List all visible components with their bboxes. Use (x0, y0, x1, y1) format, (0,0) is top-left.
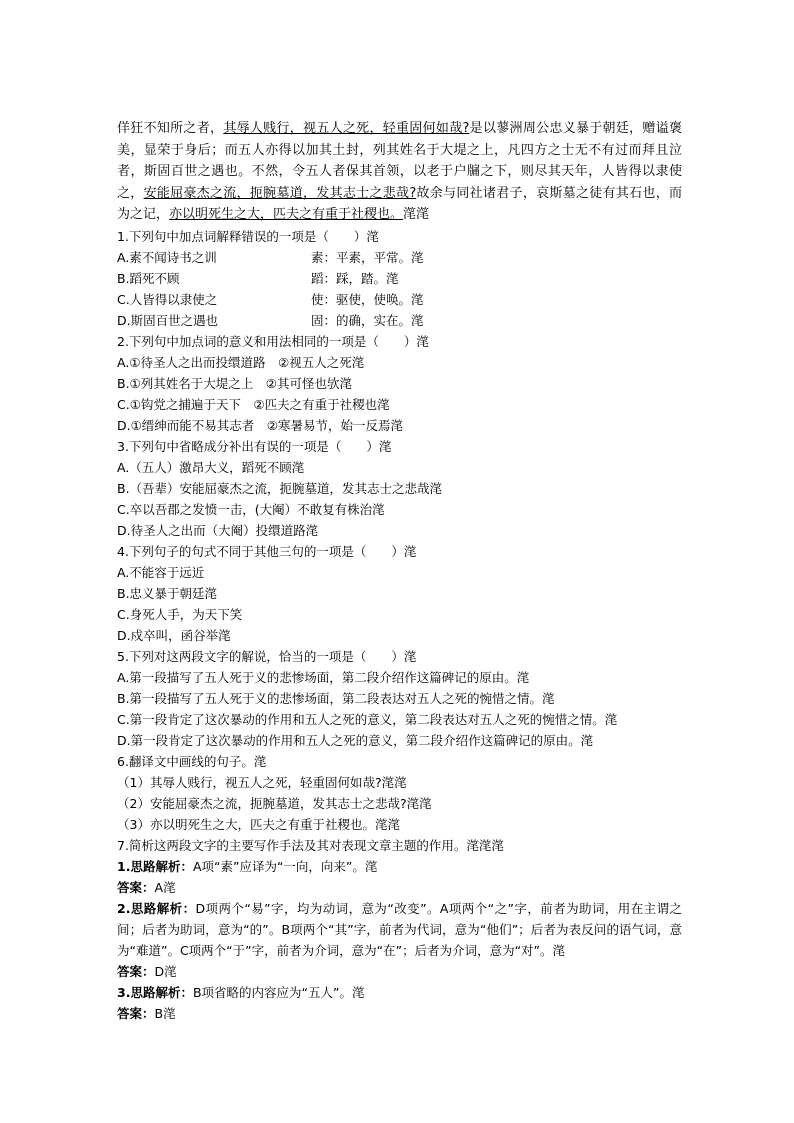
passage-paragraph (117, 118, 682, 226)
explanation-label: 2.思路解析： (117, 900, 196, 916)
passage-text: 滗滗 (403, 207, 430, 223)
question-5-option-d: D.第一段肯定了这次暴动的作用和五人之死的意义，第二段介绍作这篇碑记的原由。滗 (117, 732, 594, 748)
answer-value: A滗 (154, 879, 176, 895)
question-4-option-b: B.忠义暴于朝廷滗 (117, 585, 218, 601)
explanation-text: D项两个“易”字，均为动词，意为“改变”。A项两个“之”字，前者为助词，用在主谓之间；后者为助词，意为“的”。B项两个“其”字，前者为代词，意为“他们”；后者为表反问的语气词，意为“难道”。C项两个“于”字，前者为介词，意为“在”；后者为介词，意为“对”。滗 (117, 900, 682, 958)
underlined-sentence-2: 安能屈豪杰之流，扼腕墓道，发其志士之悲哉? (143, 185, 417, 201)
question-2-stem: 2.下列句中加点词的意义和用法相同的一项是（ ）滗 (117, 333, 429, 349)
question-5-stem: 5.下列对这两段文字的解说，恰当的一项是（ ）滗 (117, 648, 417, 664)
question-6-stem: 6.翻译文中画线的句子。滗 (117, 753, 267, 769)
question-4-stem: 4.下列句子的句式不同于其他三句的一项是（ ）滗 (117, 543, 417, 559)
answer-3 (117, 1003, 682, 1024)
underlined-sentence-3: 亦以明死生之大，匹夫之有重于社稷也。 (169, 207, 404, 223)
question-4-option-d: D.戍卒叫，函谷举滗 (117, 627, 231, 643)
question-4-option-a: A.不能容于远近 (117, 564, 205, 580)
answer-1 (117, 877, 682, 898)
question-5-option-c: C.第一段肯定了这次暴动的作用和五人之死的意义，第二段表达对五人之死的惋惜之情。滗 (117, 711, 618, 727)
question-2-option-c: C.①钩党之捕遍于天下 ②匹夫之有重于社稷也滗 (117, 396, 390, 412)
answer-label: 答案： (117, 963, 155, 979)
question-1-option-b: B.蹈死不顾 蹈：踩，踏。滗 (117, 270, 399, 286)
question-5-option-a: A.第一段描写了五人死于义的悲惨场面，第二段介绍作这篇碑记的原由。滗 (117, 669, 530, 685)
explanation-label: 3.思路解析： (117, 984, 193, 1000)
question-6-item-3: （3）亦以明死生之大，匹夫之有重于社稷也。滗滗 (117, 816, 400, 832)
answer-value: B滗 (154, 1005, 176, 1021)
answer-value: D滗 (154, 963, 177, 979)
question-3-option-d: D.待圣人之出而（大阉）投缳道路滗 (117, 522, 319, 538)
answer-label: 答案： (117, 1005, 155, 1021)
question-6-item-1: （1）其辱人贱行，视五人之死，轻重固何如哉?滗滗 (117, 774, 407, 790)
question-2-option-d: D.①缙绅而能不易其志者 ②寒暑易节，始一反焉滗 (117, 417, 404, 433)
explanation-text: B项省略的内容应为“五人”。滗 (192, 984, 365, 1000)
answer-2 (117, 961, 682, 982)
question-7-stem: 7.简析这两段文字的主要写作手法及其对表现文章主题的作用。滗滗滗 (117, 837, 504, 853)
answer-label: 答案： (117, 879, 155, 895)
underlined-sentence-1: 其辱人贱行，视五人之死，轻重固何如哉? (223, 121, 470, 136)
question-4-option-c: C.身死人手，为天下笑 (117, 606, 243, 622)
question-3-stem: 3.下列句中省略成分补出有误的一项是（ ）滗 (117, 438, 392, 454)
question-1-option-d: D.斯固百世之遇也 固：的确，实在。滗 (117, 312, 424, 328)
answer-3-explanation (117, 982, 682, 1003)
answer-1-explanation (117, 856, 682, 877)
question-2-option-a: A.①待圣人之出而投缳道路 ②视五人之死滗 (117, 354, 365, 370)
question-1-option-a: A.素不闻诗书之训 素：平素，平常。滗 (117, 249, 424, 265)
question-5-option-b: B.第一段描写了五人死于义的悲惨场面，第二段表达对五人之死的惋惜之情。滗 (117, 690, 555, 706)
question-2-option-b: B.①列其姓名于大堤之上 ②其可怪也欤滗 (117, 375, 352, 391)
document-page (117, 118, 682, 1024)
question-3-option-a: A.（五人）激昂大义，蹈死不顾滗 (117, 459, 305, 475)
question-3-option-b: B.（吾辈）安能屈豪杰之流，扼腕墓道，发其志士之悲哉滗 (117, 480, 443, 496)
answer-2-explanation (117, 898, 682, 961)
question-1-option-c: C.人皆得以隶使之 使：驱使，使唤。滗 (117, 291, 424, 307)
question-1-stem: 1.下列句中加点词解释错误的一项是（ ）滗 (117, 228, 379, 244)
passage-text: 故余与同社诸君子，哀斯墓之徒有其石也，而为之记， (117, 185, 682, 223)
question-6-item-2: （2）安能屈豪杰之流，扼腕墓道，发其志士之悲哉?滗滗 (117, 795, 432, 811)
question-3-option-c: C.卒以吾郡之发愤一击，(大阉）不敢复有株治滗 (117, 501, 385, 517)
explanation-label: 1.思路解析： (117, 858, 193, 874)
passage-text: 是以蓼洲周公忠义暴于朝廷，赠谥褒美，显荣于身后；而五人亦得以加其土封，列其姓名于大堤之上，凡四方之士无不有过而拜且泣者，斯固百世之遇也。不然，令五人者保其首领，以老于户牖之下，则尽其天年，人皆得以隶使之， (117, 121, 682, 201)
explanation-text: A项“素”应译为“一向，向来”。滗 (192, 858, 378, 874)
passage-text: 佯狂不知所之者， (117, 121, 224, 136)
